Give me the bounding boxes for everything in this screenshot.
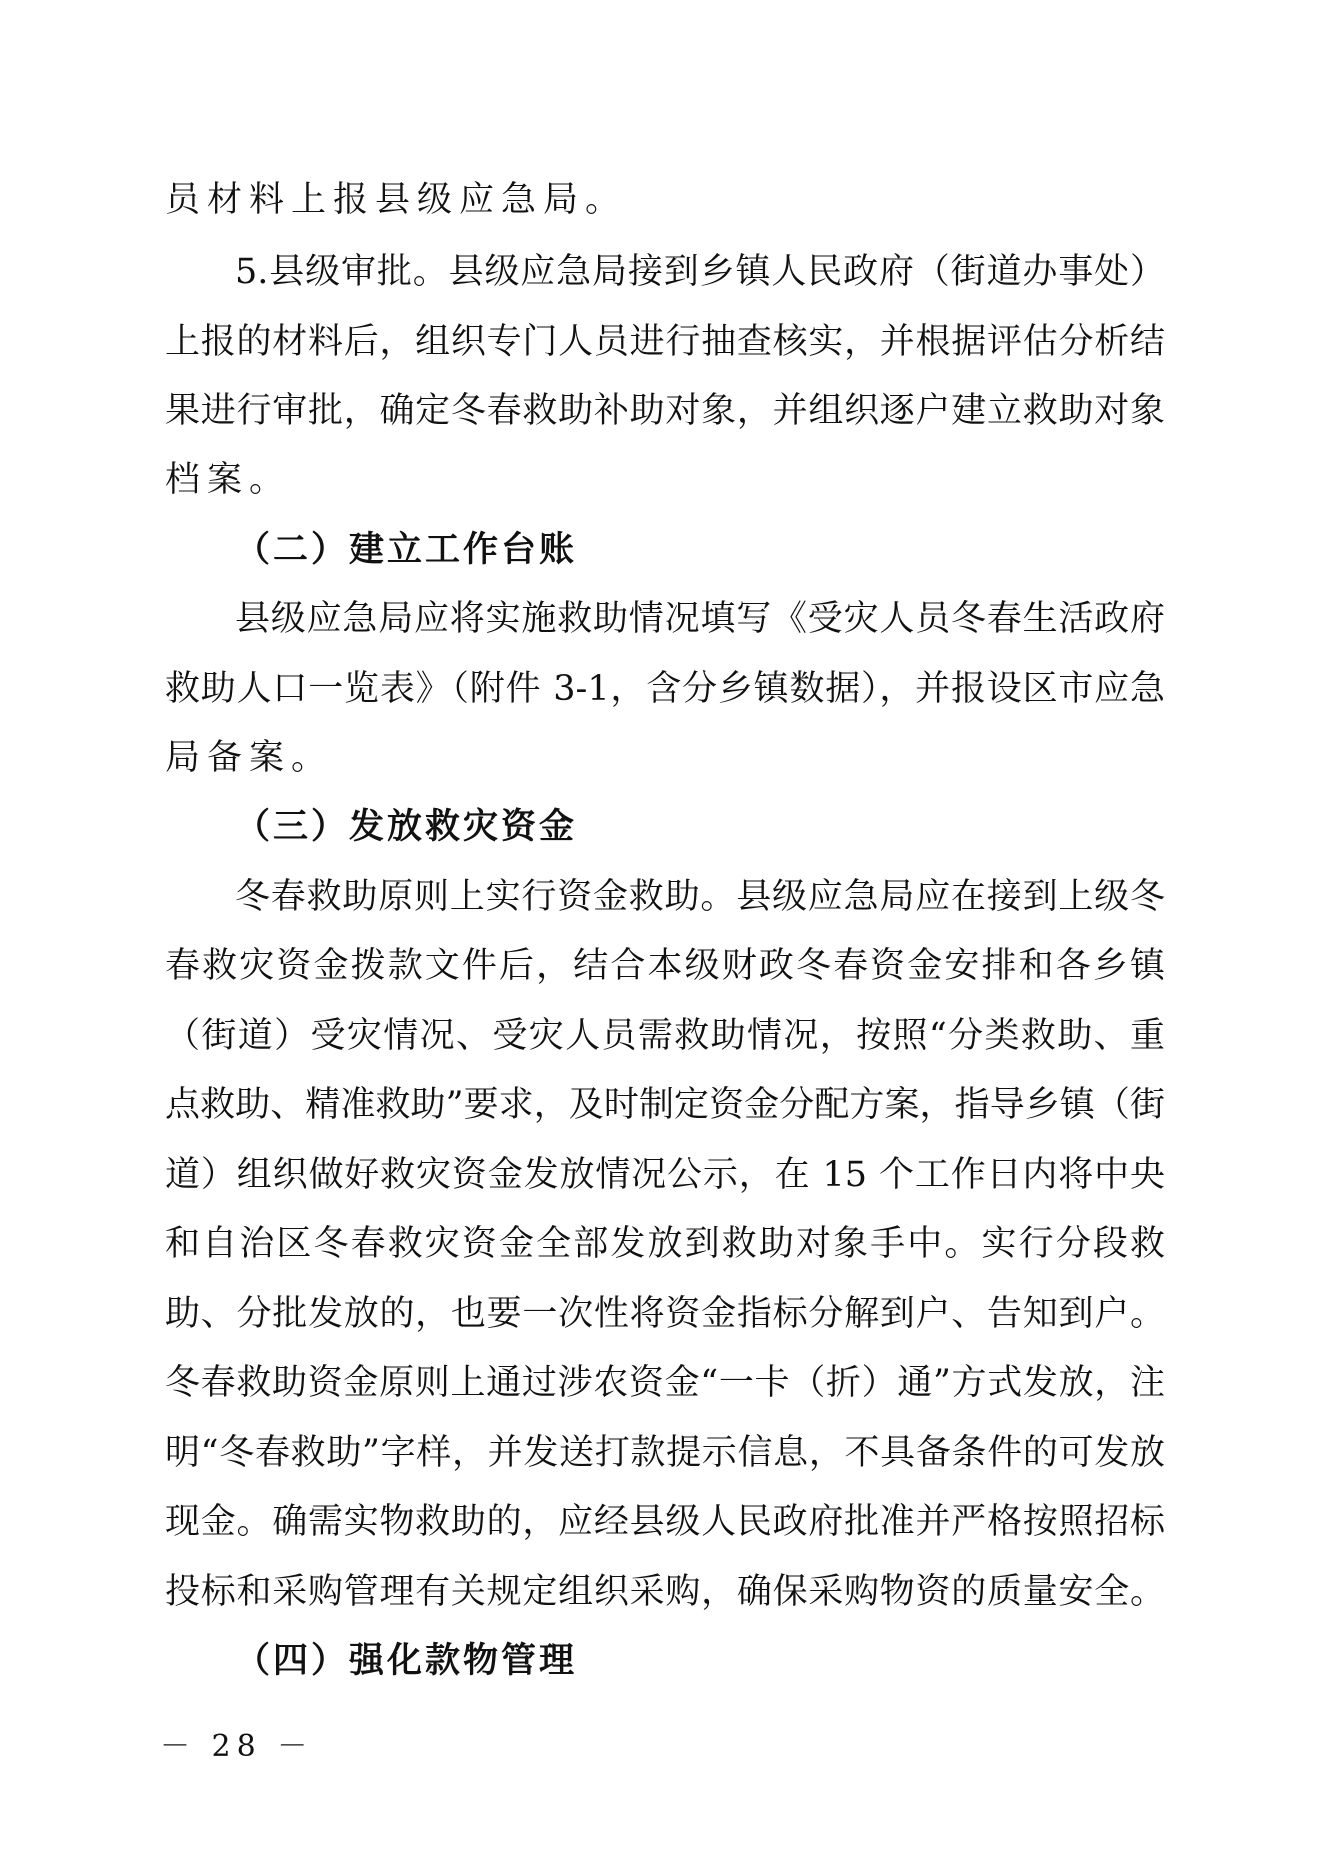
paragraph-line: 员材料上报县级应急局。 — [165, 180, 628, 220]
paragraph-line: 明“冬春救助”字样，并发送打款提示信息，不具备条件的可发放 — [165, 1433, 1165, 1473]
section-heading-2: （二）建立工作台账 — [235, 530, 578, 570]
paragraph-line: 春救灾资金拨款文件后，结合本级财政冬春资金安排和各乡镇 — [165, 946, 1165, 986]
paragraph-line: 上报的材料后，组织专门人员进行抽查核实，并根据评估分析结 — [165, 322, 1165, 362]
paragraph-line: 5.县级审批。县级应急局接到乡镇人民政府（街道办事处） — [235, 252, 1165, 292]
paragraph-line: 助、分批发放的，也要一次性将资金指标分解到户、告知到户。 — [165, 1294, 1165, 1334]
section-heading-4: （四）强化款物管理 — [235, 1641, 578, 1681]
paragraph-line: 冬春救助资金原则上通过涉农资金“一卡（折）通”方式发放，注 — [165, 1363, 1165, 1403]
paragraph-line: 档案。 — [165, 460, 292, 500]
page-number: － 28 － — [160, 1729, 314, 1764]
paragraph-line: 投标和采购管理有关规定组织采购，确保采购物资的质量安全。 — [165, 1572, 1165, 1612]
paragraph-line: 现金。确需实物救助的，应经县级人民政府批准并严格按照招标 — [165, 1502, 1165, 1542]
paragraph-line: 救助人口一览表》（附件 3-1，含分乡镇数据），并报设区市应急 — [165, 669, 1165, 709]
paragraph-line: 县级应急局应将实施救助情况填写《受灾人员冬春生活政府 — [235, 599, 1165, 639]
paragraph-line: （街道）受灾情况、受灾人员需救助情况，按照“分类救助、重 — [165, 1016, 1165, 1056]
paragraph-line: 局备案。 — [165, 738, 334, 778]
paragraph-line: 和自治区冬春救灾资金全部发放到救助对象手中。实行分段救 — [165, 1224, 1165, 1264]
section-heading-3: （三）发放救灾资金 — [235, 807, 578, 847]
paragraph-line: 冬春救助原则上实行资金救助。县级应急局应在接到上级冬 — [235, 877, 1165, 917]
paragraph-line: 点救助、精准救助”要求，及时制定资金分配方案，指导乡镇（街 — [165, 1085, 1165, 1125]
paragraph-line: 果进行审批，确定冬春救助补助对象，并组织逐户建立救助对象 — [165, 391, 1165, 431]
paragraph-line: 道）组织做好救灾资金发放情况公示，在 15 个工作日内将中央 — [165, 1155, 1165, 1195]
